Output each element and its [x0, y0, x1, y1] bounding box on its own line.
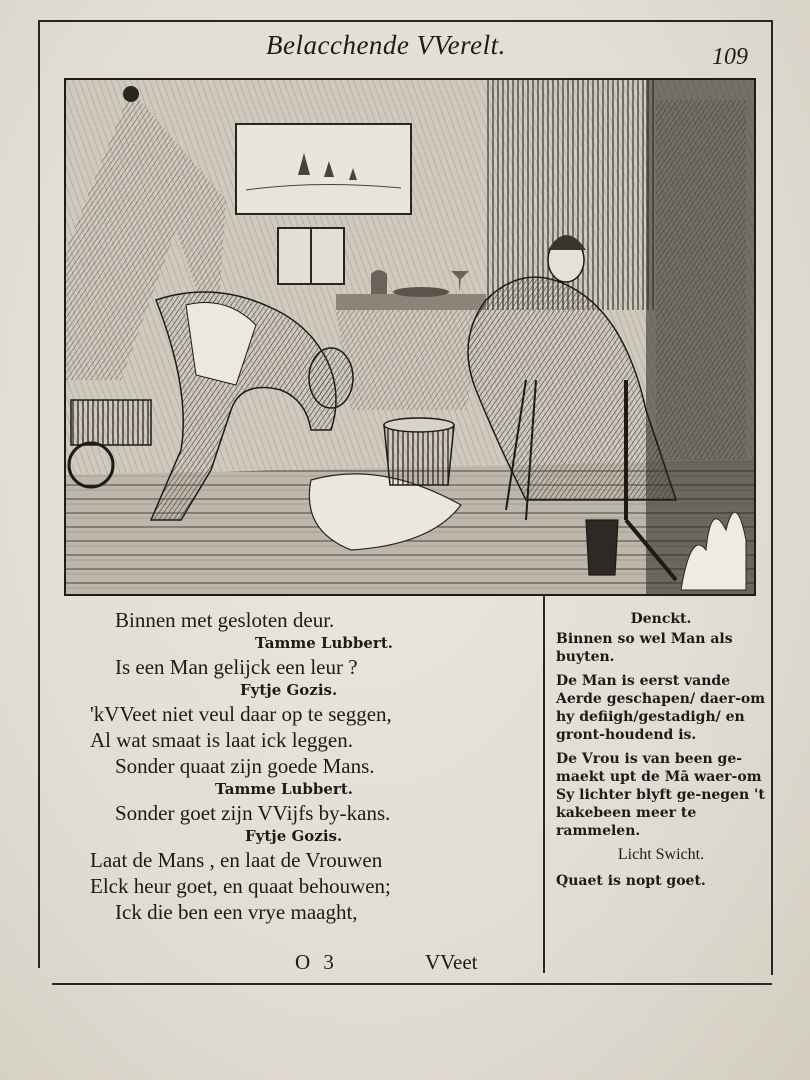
speaker-name: Fytje Gozis. [245, 827, 343, 845]
speaker-name: Tamme Lubbert. [255, 634, 393, 652]
sidebar-motto: Quaet is nopt goet. [556, 873, 706, 889]
verse-line: Elck heur goet, en quaat behouwen; [90, 874, 391, 898]
catchword: VVeet [425, 950, 478, 974]
verse-line: Sonder quaat zijn goede Mans. [115, 754, 375, 778]
sidebar-paragraph: De Man is eerst vande Aerde geschapen/ daer-om hy defiigh/gestadigh/ en gront-houdend is. [556, 673, 766, 743]
verse-line: Sonder goet zijn VVijfs by-kans. [115, 801, 391, 825]
verse-block [90, 610, 530, 928]
bottom-rule [52, 983, 772, 985]
top-rule [38, 20, 773, 22]
signature-mark: O 3 [295, 950, 338, 974]
column-divider [543, 595, 545, 973]
engraving-illustration [64, 78, 756, 596]
sidebar-signature: Licht Swicht. [617, 846, 705, 863]
running-title: Belacchende VVerelt. [266, 30, 506, 60]
right-rule [771, 20, 773, 975]
sidebar-commentary [556, 610, 766, 896]
verse-line: 'kVVeet niet veul daar op te seggen, [90, 702, 392, 726]
page-number: 109 [712, 44, 748, 70]
sidebar-paragraph: Binnen so wel Man als buyten. [556, 631, 733, 665]
sidebar-paragraph: De Vrou is van been ge-maekt upt de Mā waer-om Sy lichter blyft ge-negen 't kakebeen meer te rammelen. [556, 751, 765, 839]
verse-line: Is een Man gelijck een leur ? [115, 655, 358, 679]
speaker-name: Fytje Gozis. [240, 681, 338, 699]
verse-line: Laat de Mans , en laat de Vrouwen [90, 848, 383, 872]
left-rule [38, 20, 40, 968]
verse-line: Al wat smaat is laat ick leggen. [90, 728, 354, 752]
speaker-name: Tamme Lubbert. [215, 780, 353, 798]
verse-line: Binnen met gesloten deur. [115, 608, 335, 632]
sidebar-heading: Denckt. [630, 611, 692, 627]
verse-line: Ick die ben een vrye maaght, [115, 900, 358, 924]
